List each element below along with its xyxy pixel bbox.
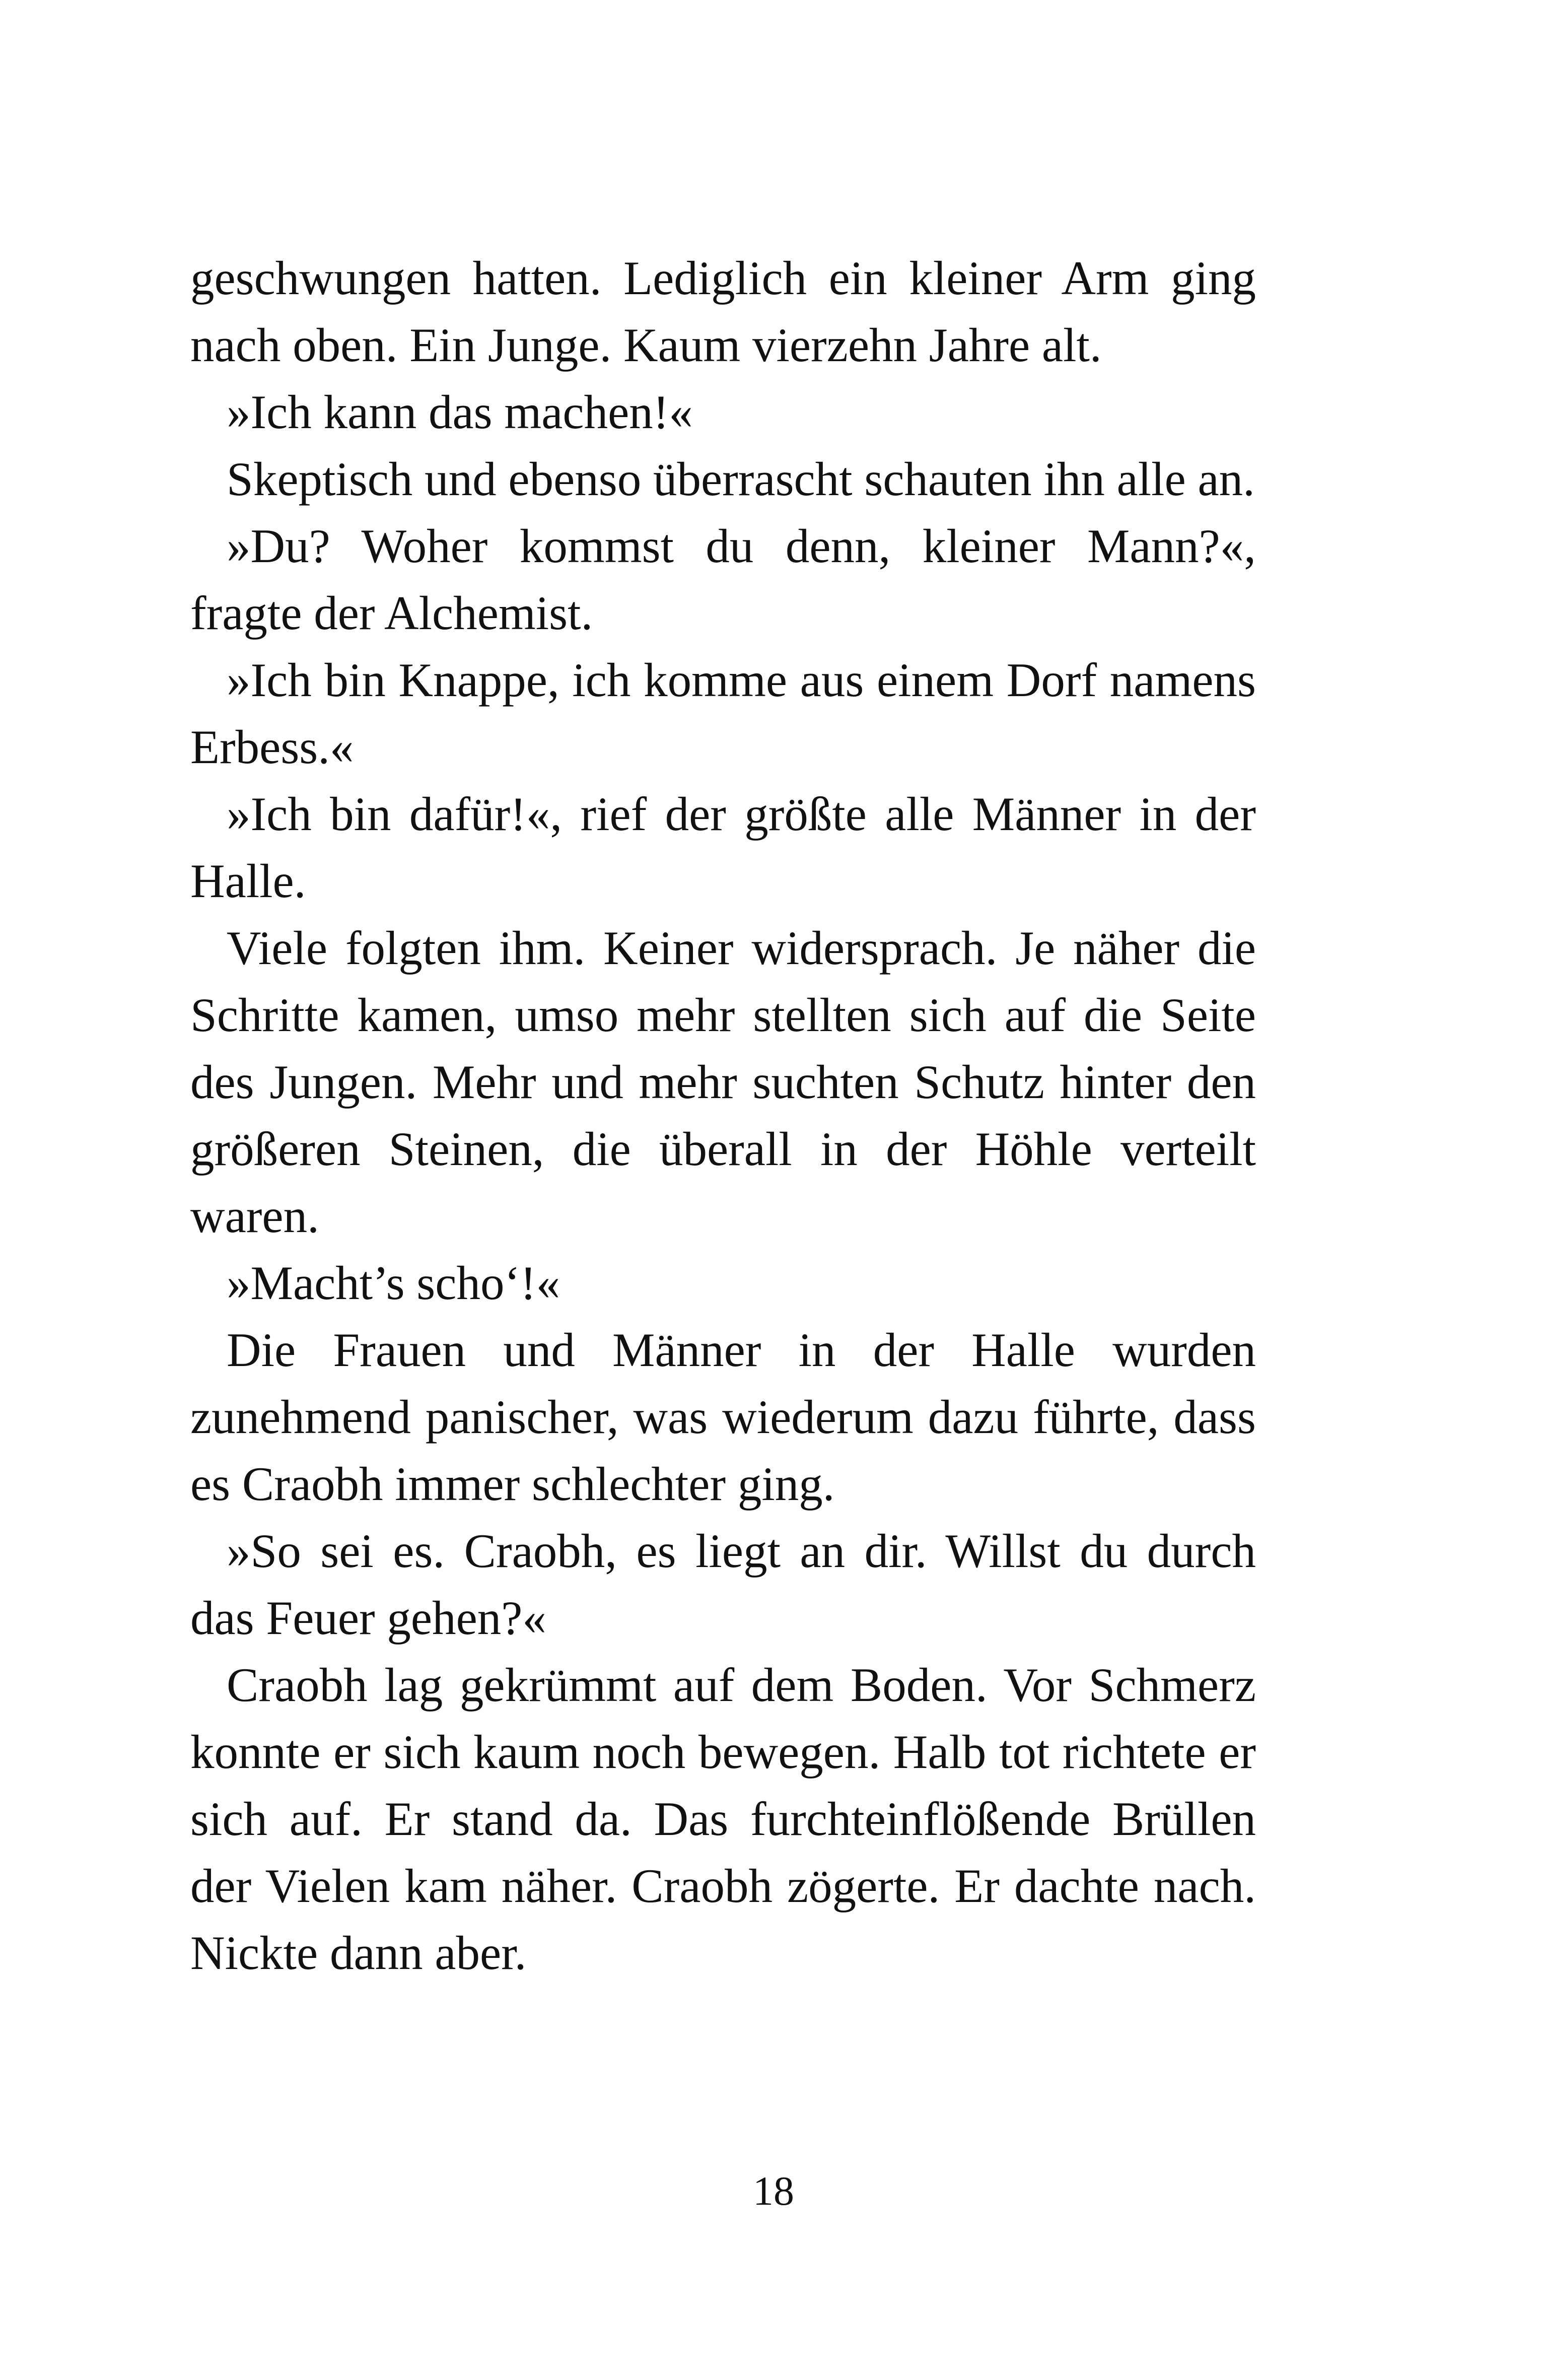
paragraph-6: »Ich bin dafür!«, rief der größte alle Männer in der Halle. <box>190 787 1256 908</box>
body-text <box>190 245 1256 1987</box>
paragraph-10: »So sei es. Craobh, es liegt an dir. Willst du durch das Feuer gehen?« <box>190 1524 1256 1645</box>
paragraph-7: Viele folgten ihm. Keiner widersprach. Je näher die Schritte kamen, umso mehr stellten sich auf die Seite des Jungen. Mehr und mehr suchten Schutz hinter den größeren Steinen, die überall in der Höhle verteilt waren. <box>190 921 1256 1243</box>
paragraph-4: »Du? Woher kommst du denn, kleiner Mann?«, fragte der Alchemist. <box>190 519 1256 640</box>
paragraph-3: Skeptisch und ebenso überrascht schauten ihn alle an. <box>227 452 1255 506</box>
paragraph-8: »Macht’s scho‘!« <box>227 1256 560 1310</box>
paragraph-2: »Ich kann das machen!« <box>227 385 693 439</box>
page-number: 18 <box>753 2168 794 2214</box>
paragraph-5: »Ich bin Knappe, ich komme aus einem Dorf namens Erbess.« <box>190 653 1256 774</box>
paragraph-11: Craobh lag gekrümmt auf dem Boden. Vor Schmerz konnte er sich kaum noch bewegen. Halb tot richtete er sich auf. Er stand da. Das furchteinflößende Brüllen der Vielen kam näher. Craobh zögerte. Er dachte nach. Nickte dann aber. <box>190 1658 1256 1980</box>
paragraph-9: Die Frauen und Männer in der Halle wurden zunehmend panischer, was wiederum dazu führte, dass es Craobh immer schlechter ging. <box>190 1323 1256 1511</box>
paragraph-1: geschwungen hatten. Lediglich ein kleiner Arm ging nach oben. Ein Junge. Kaum vierzehn Jahre alt. <box>190 251 1256 372</box>
